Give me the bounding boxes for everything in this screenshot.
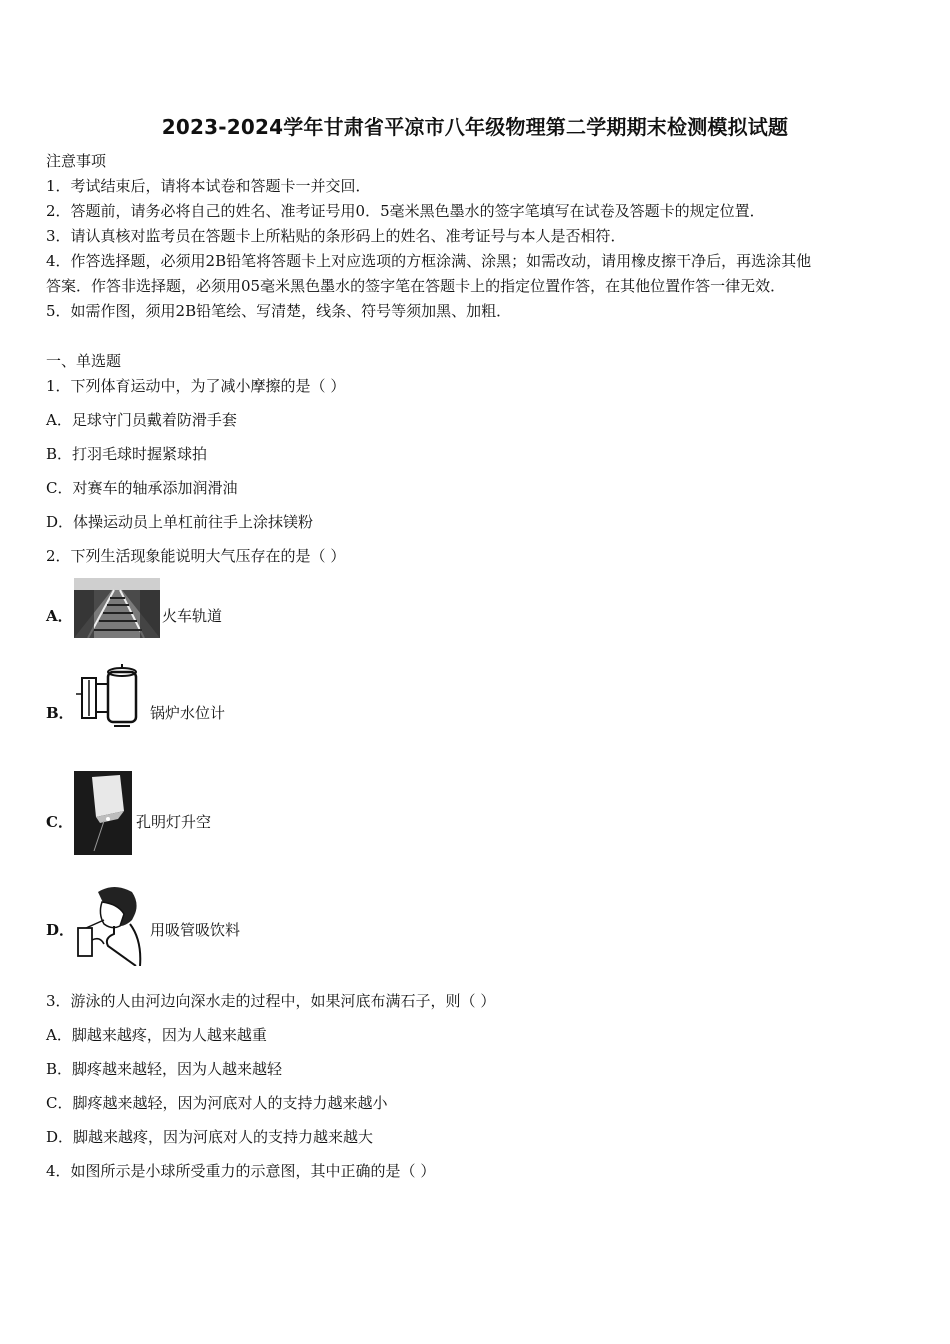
- question-3-option-c: C．脚疼越来越轻，因为河底对人的支持力越来越小: [46, 1094, 388, 1112]
- question-1-option-b: B．打羽毛球时握紧球拍: [46, 445, 208, 463]
- question-3-option-a: A．脚越来越疼，因为人越来越重: [46, 1026, 267, 1044]
- question-1-option-a: A．足球守门员戴着防滑手套: [46, 411, 237, 429]
- boiler-gauge-picture: [74, 664, 140, 728]
- question-2-option-d-label: D．: [46, 921, 75, 939]
- question-2-option-d-text: 用吸管吸饮料: [150, 921, 241, 939]
- question-3-stem: 3．游泳的人由河边向深水走的过程中，如果河底布满石子，则（ ）: [46, 992, 496, 1010]
- question-1-option-d: D．体操运动员上单杠前往手上涂抹镁粉: [46, 513, 314, 531]
- notice-heading: 注意事项: [46, 152, 107, 170]
- question-2-option-a-text: 火车轨道: [162, 607, 223, 625]
- notice-item: 3．请认真核对监考员在答题卡上所粘贴的条形码上的姓名、准考证号与本人是否相符．: [46, 227, 626, 245]
- question-1-stem: 1．下列体育运动中，为了减小摩擦的是（ ）: [46, 377, 346, 395]
- question-2-option-a-label: A．: [46, 607, 73, 625]
- notice-item: 5．如需作图，须用2B铅笔绘、写清楚，线条、符号等须加黑、加粗．: [46, 302, 512, 320]
- page-title: 2023-2024学年甘肃省平凉市八年级物理第二学期期末检测模拟试题: [161, 115, 789, 139]
- question-2-option-c-text: 孔明灯升空: [136, 813, 212, 831]
- question-4-stem: 4．如图所示是小球所受重力的示意图，其中正确的是（ ）: [46, 1162, 436, 1180]
- notice-item: 1．考试结束后，请将本试卷和答题卡一并交回．: [46, 177, 371, 195]
- notice-item: 2．答题前，请务必将自己的姓名、准考证号用0．5毫米黑色墨水的签字笔填写在试卷及答题卡的规定位置．: [46, 202, 765, 220]
- notice-item: 答案．作答非选择题，必须用05毫米黑色墨水的签字笔在答题卡上的指定位置作答，在其他位置作答一律无效．: [46, 277, 786, 295]
- question-2-option-b-text: 锅炉水位计: [150, 704, 226, 722]
- railway-track-picture: [74, 578, 160, 638]
- question-3-option-b: B．脚疼越来越轻，因为人越来越轻: [46, 1060, 283, 1078]
- question-2-option-b-label: B．: [46, 704, 74, 722]
- question-3-option-d: D．脚越来越疼，因为河底对人的支持力越来越大: [46, 1128, 374, 1146]
- question-2-stem: 2．下列生活现象能说明大气压存在的是（ ）: [46, 547, 346, 565]
- straw-drinking-picture: [74, 884, 144, 966]
- notice-item: 4．作答选择题，必须用2B铅笔将答题卡上对应选项的方框涂满、涂黑；如需改动，请用橡皮擦干净后，再选涂其他: [46, 252, 812, 270]
- section-heading: 一、单选题: [46, 352, 122, 370]
- sky-lantern-picture: [74, 771, 132, 855]
- question-1-option-c: C．对赛车的轴承添加润滑油: [46, 479, 238, 497]
- question-2-option-c-label: C．: [46, 813, 73, 831]
